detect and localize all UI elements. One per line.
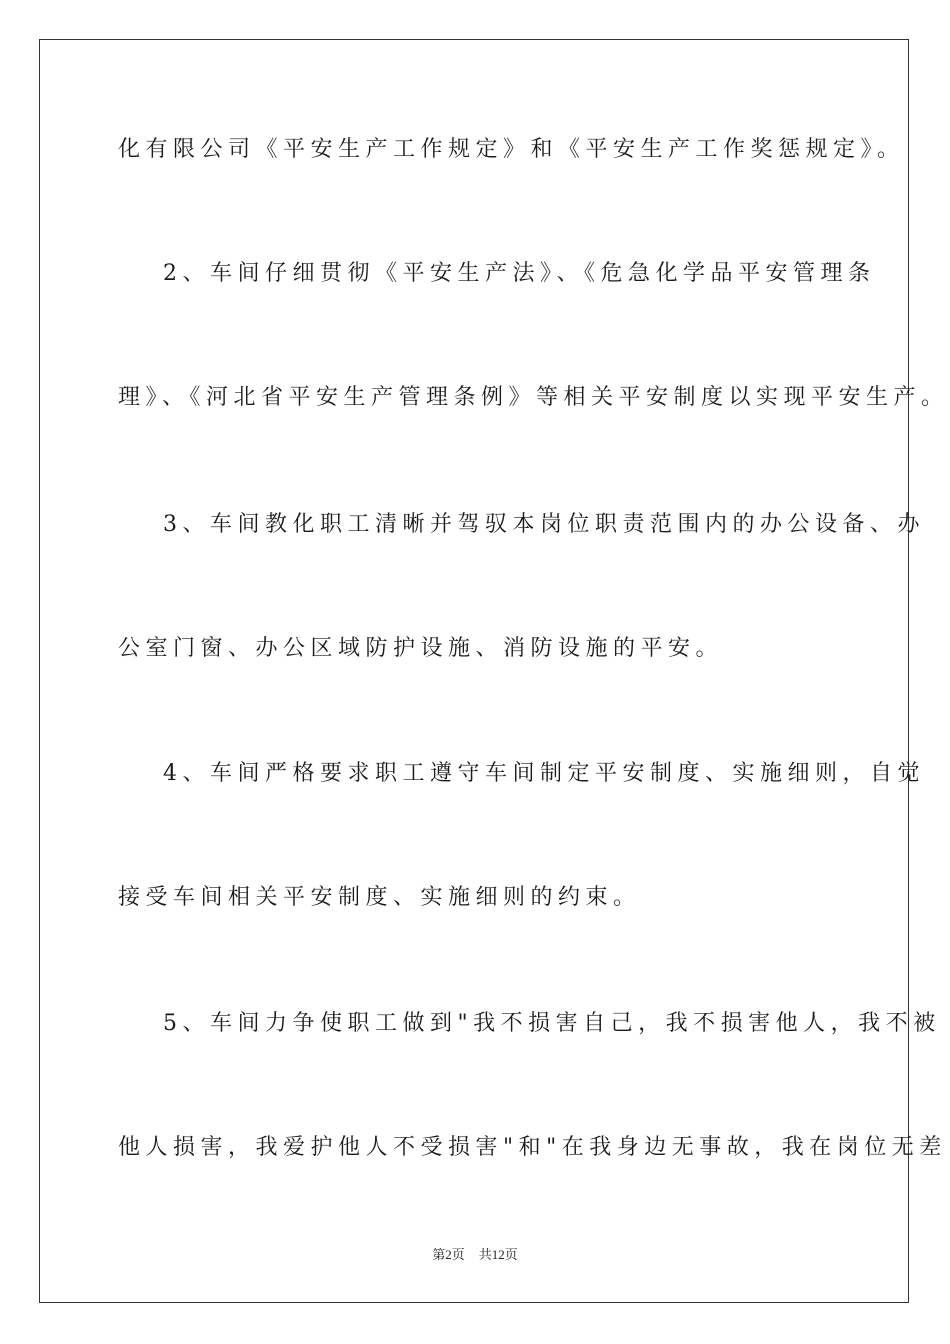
page-border bbox=[39, 39, 949, 1303]
text-line-7: 接受车间相关平安制度、实施细则的约束。 bbox=[118, 885, 641, 910]
text-line-4: 3、车间教化职工清晰并驾驭本岗位职责范围内的办公设备、办 bbox=[163, 512, 925, 537]
page-total: 共12页 bbox=[478, 1247, 518, 1262]
text-line-8: 5、车间力争使职工做到"我不损害自己，我不损害他人，我不被 bbox=[163, 1011, 941, 1036]
text-line-3: 理》、《河北省平安生产管理条例》等相关平安制度以实现平安生产。 bbox=[118, 385, 949, 410]
page-number: 第2页 bbox=[432, 1247, 465, 1262]
page-footer bbox=[0, 1247, 950, 1263]
text-line-9: 他人损害，我爱护他人不受损害"和"在我身边无事故，我在岗位无差 bbox=[118, 1135, 947, 1160]
text-line-2: 2、车间仔细贯彻《平安生产法》、《危急化学品平安管理条 bbox=[163, 261, 876, 286]
text-line-1: 化有限公司《平安生产工作规定》和《平安生产工作奖惩规定》。 bbox=[118, 137, 905, 162]
text-line-5: 公室门窗、办公区域防护设施、消防设施的平安。 bbox=[118, 636, 724, 661]
text-line-6: 4、车间严格要求职工遵守车间制定平安制度、实施细则，自觉 bbox=[163, 761, 925, 786]
